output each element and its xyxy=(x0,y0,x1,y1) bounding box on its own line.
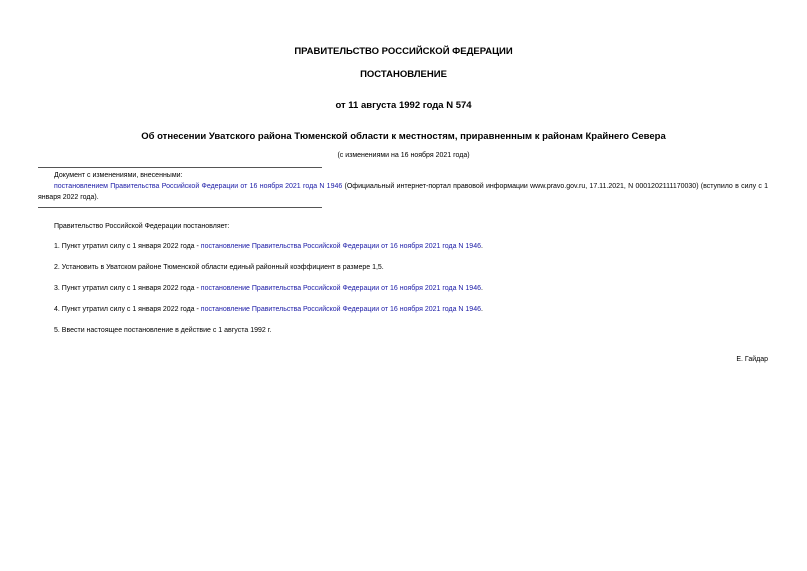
item-5: 5. Ввести настоящее постановление в действие с 1 августа 1992 г. xyxy=(54,327,272,334)
item-1-text: 1. Пункт утратил силу с 1 января 2022 года - xyxy=(54,243,201,250)
signature: Е. Гайдар xyxy=(736,356,768,363)
note-divider-bottom xyxy=(38,207,322,208)
item-1 xyxy=(54,242,768,252)
item-1-period: . xyxy=(481,243,483,250)
item-3-link[interactable]: постановление Правительства Российской Федерации от 16 ноября 2021 года N 1946 xyxy=(200,285,481,292)
government-heading: ПРАВИТЕЛЬСТВО РОССИЙСКОЙ ФЕДЕРАЦИИ xyxy=(294,46,513,57)
document-date-number: от 11 августа 1992 года N 574 xyxy=(335,100,472,111)
document-type: ПОСТАНОВЛЕНИЕ xyxy=(360,69,447,80)
item-4-link[interactable]: постановление Правительства Российской Федерации от 16 ноября 2021 года N 1946 xyxy=(200,306,481,313)
amendments-note: (с изменениями на 16 ноября 2021 года) xyxy=(337,152,470,159)
note-body xyxy=(38,181,768,203)
item-1-link[interactable]: постановление Правительства Российской Федерации от 16 ноября 2021 года N 1946 xyxy=(200,243,481,250)
note-divider-top xyxy=(38,167,322,168)
amendment-note xyxy=(38,170,768,203)
item-4-period: . xyxy=(481,306,483,313)
note-intro: Документ с изменениями, внесенными: xyxy=(54,172,183,179)
preamble: Правительство Российской Федерации постановляет: xyxy=(54,223,230,230)
item-3-period: . xyxy=(481,285,483,292)
document-title: Об отнесении Уватского района Тюменской области к местностям, приравненным к районам Крайнего Севера xyxy=(141,131,666,142)
note-rest: (Официальный интернет-портал правовой информации www.pravo.gov.ru, 17.11.2021, N 0001202111170030) (вступило в силу с 1 января 2022 года). xyxy=(38,183,768,201)
item-4-text: 4. Пункт утратил силу с 1 января 2022 года - xyxy=(54,306,201,313)
item-2: 2. Установить в Уватском районе Тюменской области единый районный коэффициент в размере 1,5. xyxy=(54,264,384,271)
note-link[interactable]: постановлением Правительства Российской Федерации от 16 ноября 2021 года N 1946 xyxy=(54,183,343,190)
item-3 xyxy=(54,284,768,294)
item-4 xyxy=(54,305,768,315)
item-3-text: 3. Пункт утратил силу с 1 января 2022 года - xyxy=(54,285,201,292)
